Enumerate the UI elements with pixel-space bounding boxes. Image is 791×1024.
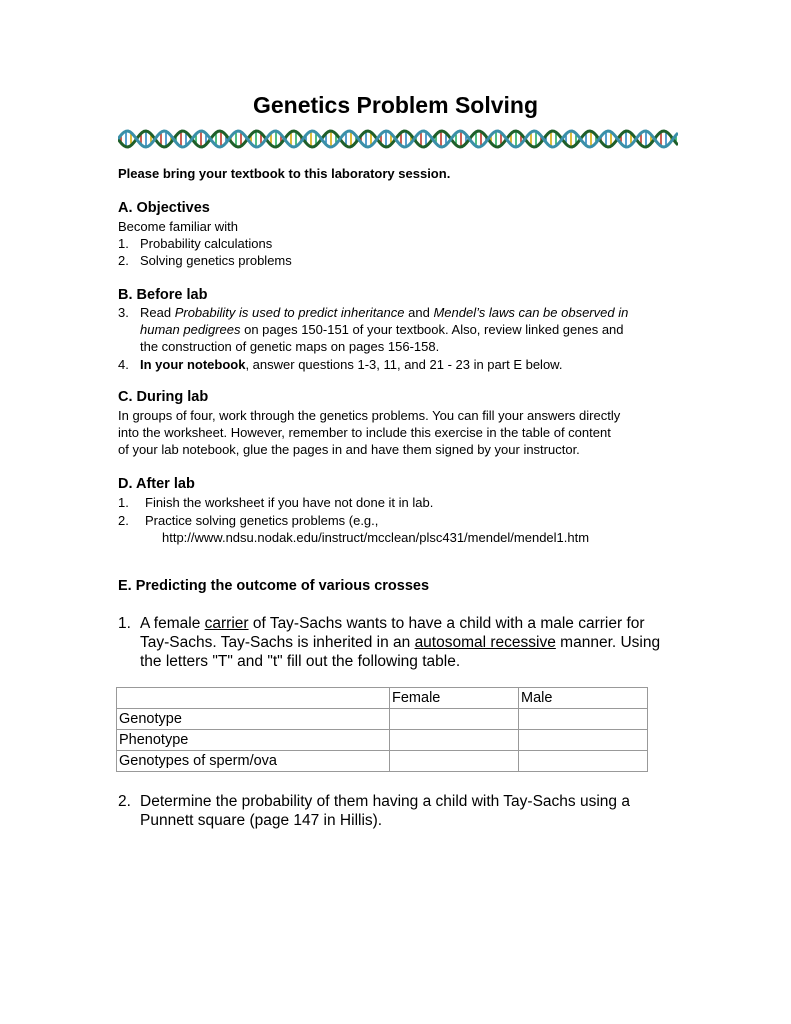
after-lab-item [118,494,718,511]
item-number: 2. [118,253,129,268]
page-title: Genetics Problem Solving [252,92,539,118]
answer-cell-female[interactable] [390,709,519,730]
before-lab-item-4: 4. In your notebook, answer questions 1-3, 11, and 21 - 23 in part E below. [118,357,563,372]
table-header-row [117,688,648,709]
table-header-cell [117,688,390,709]
textbook-notice: Please bring your textbook to this laboratory session. [118,166,451,181]
item-text: Read [140,305,172,320]
mendel-link[interactable]: http://www.ndsu.nodak.edu/instruct/mcclean/plsc431/mendel/mendel1.htm [162,530,590,545]
reading-title-2-cont: human pedigrees [140,322,241,337]
answer-cell-male[interactable] [519,709,648,730]
section-a-intro: Become familiar with [118,219,238,234]
item-text: Solving genetics problems [140,253,292,268]
before-lab-item-3: 3. Read Probability is used to predict inheritance and Mendel’s laws can be observed in human pedigrees on pages 150-151 of your textbook. Also, review linked genes and the construction of genetic maps on pages 156-158. [118,305,629,354]
section-d-heading: D. After lab [118,476,195,492]
dna-helix-banner [118,128,678,150]
reading-title-2: Mendel’s laws can be observed in [433,305,629,320]
objective-item [118,252,718,269]
emphasis: In your notebook [140,357,246,372]
row-label: Genotypes of sperm/ova [117,751,390,772]
item-number: 4. [118,357,129,372]
item-number: 1. [118,495,129,510]
item-text: Finish the worksheet if you have not done it in lab. [145,495,434,510]
objective-item [118,235,718,252]
during-lab-paragraph: In groups of four, work through the genetics problems. You can fill your answers directly into the worksheet. However, remember to include this exercise in the table of content of your lab notebook, glue the pages in and have them signed by your instructor. [118,408,621,457]
table-header-cell: Male [519,688,648,709]
genotype-table [116,687,648,772]
term-autosomal-recessive: autosomal recessive [414,634,556,651]
question-number: 2. [118,793,131,810]
row-label: Genotype [117,709,390,730]
section-b-heading: B. Before lab [118,287,208,303]
answer-cell-male[interactable] [519,730,648,751]
after-lab-item [118,512,718,529]
row-label: Phenotype [117,730,390,751]
item-number: 3. [118,305,129,320]
table-header-cell: Female [390,688,519,709]
section-c-heading: C. During lab [118,389,209,405]
answer-cell-female[interactable] [390,730,519,751]
question-number: 1. [118,615,131,632]
item-number: 1. [118,236,129,251]
item-number: 2. [118,513,129,528]
section-e-heading: E. Predicting the outcome of various crosses [118,578,430,594]
term-carrier: carrier [204,615,249,632]
table-row [117,709,648,730]
item-text: Practice solving genetics problems (e.g., [145,513,379,528]
answer-cell-female[interactable] [390,751,519,772]
question-1: 1. A female carrier of Tay-Sachs wants to have a child with a male carrier for Tay-Sachs. Tay-Sachs is inherited in an autosomal recessive manner. Using the letters "T" and "t" fill out the following table. [118,615,661,670]
question-2: 2. Determine the probability of them having a child with Tay-Sachs using a Punnett square (page 147 in Hillis). [118,793,630,829]
reading-title-1: Probability is used to predict inheritance [174,305,405,320]
item-text: Probability calculations [140,236,273,251]
answer-cell-male[interactable] [519,751,648,772]
table-row [117,751,648,772]
section-a-heading: A. Objectives [118,200,210,216]
table-row [117,730,648,751]
